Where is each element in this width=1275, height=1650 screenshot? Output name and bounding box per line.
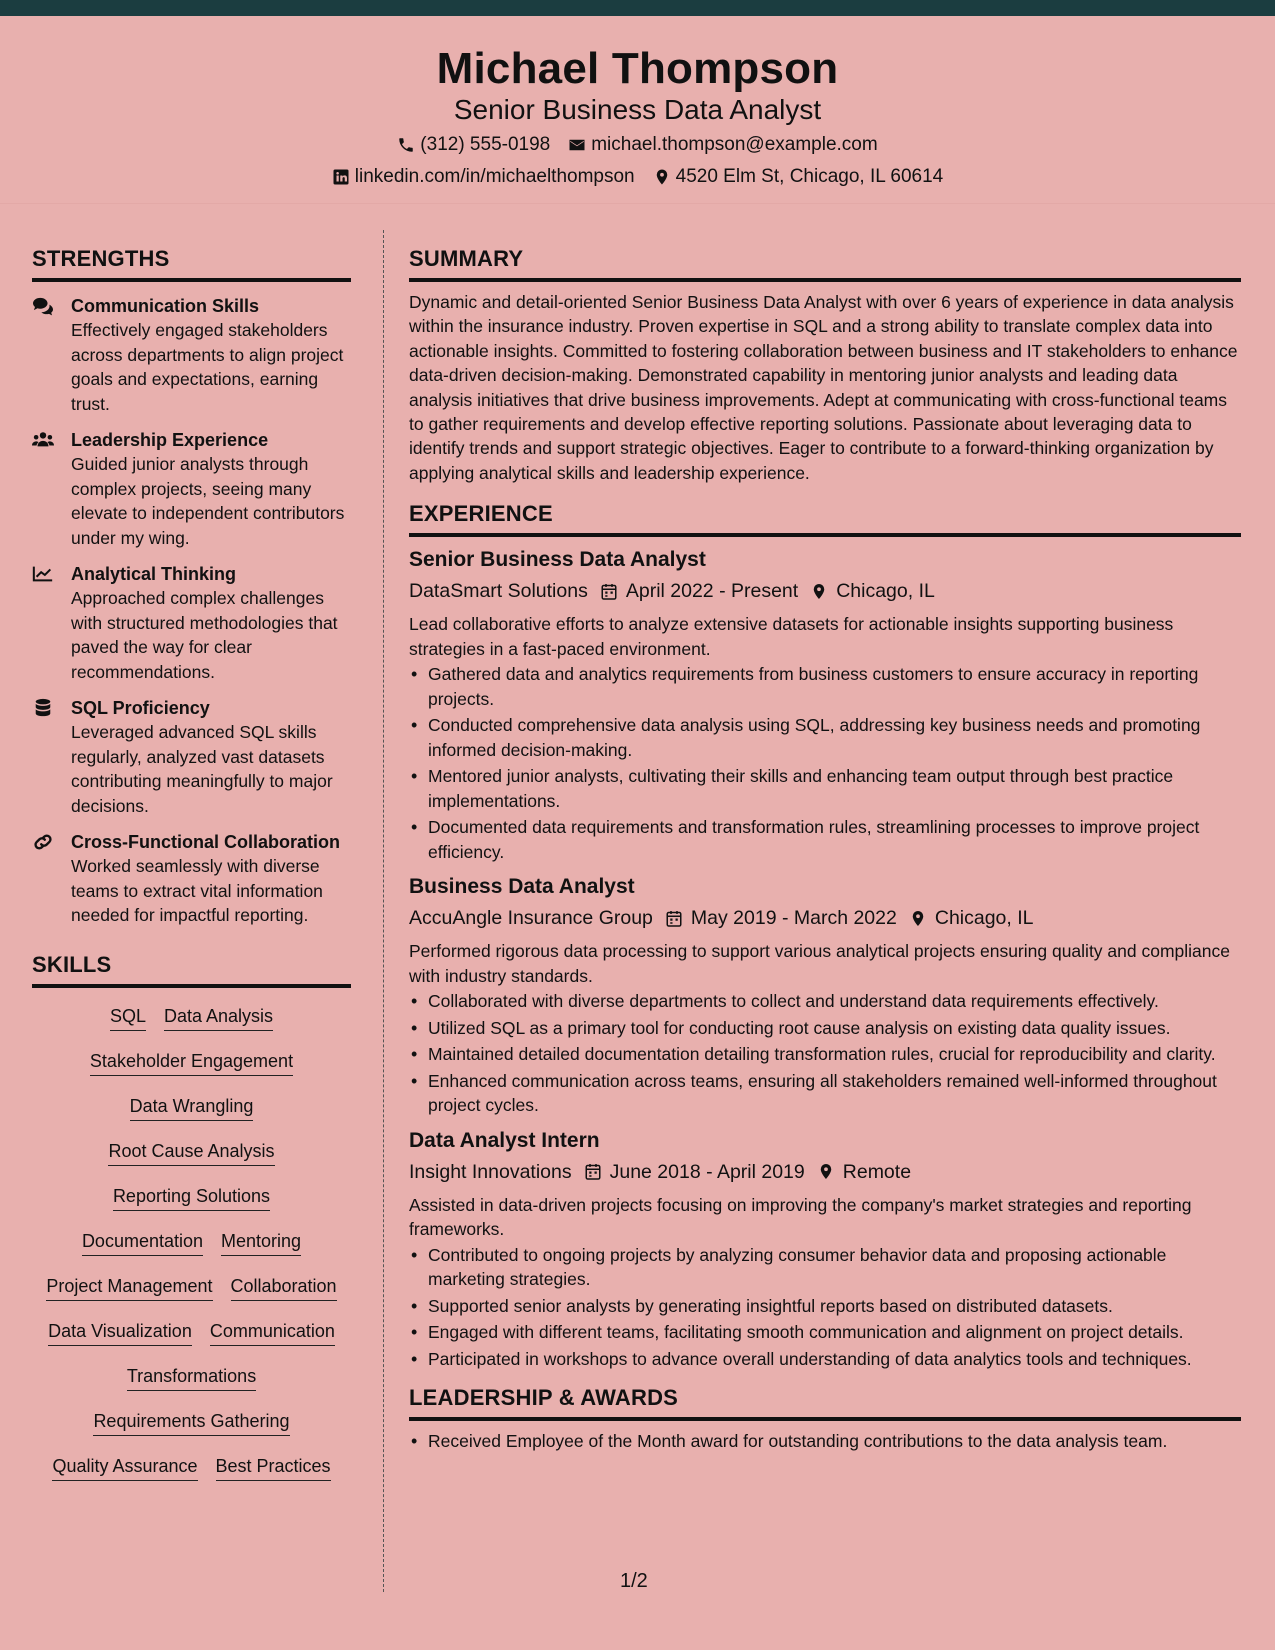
skill-row bbox=[32, 1401, 351, 1446]
job-dates: May 2019 - March 2022 bbox=[690, 907, 897, 930]
job-bullet: • Enhanced communication across teams, ensuring all stakeholders remained well-informed throughout project cycles. bbox=[409, 1069, 1241, 1118]
map-marker-icon bbox=[817, 1162, 835, 1181]
strength-item bbox=[32, 830, 351, 928]
job-company: Insight Innovations bbox=[409, 1160, 572, 1183]
job-meta bbox=[409, 1157, 1241, 1187]
job-bullets bbox=[409, 989, 1241, 1118]
job-location: Chicago, IL bbox=[934, 907, 1034, 930]
address-text: 4520 Elm St, Chicago, IL 60614 bbox=[675, 166, 944, 187]
calendar-icon bbox=[600, 582, 618, 601]
job-bullet: • Documented data requirements and transformation rules, streamlining processes to improve project efficiency. bbox=[409, 815, 1241, 864]
skill-row bbox=[32, 1266, 351, 1311]
skill-tag: SQL bbox=[110, 1006, 146, 1031]
job-location: Chicago, IL bbox=[836, 580, 935, 603]
summary-heading: SUMMARY bbox=[409, 246, 1241, 282]
job-description: Assisted in data-driven projects focusing on improving the company's market strategies and reporting frameworks. bbox=[409, 1194, 1192, 1240]
job-bullet: • Maintained detailed documentation detailing transformation rules, crucial for reproducibility and clarity. bbox=[409, 1042, 1241, 1067]
database-icon bbox=[32, 698, 54, 718]
job-location-group bbox=[810, 576, 935, 606]
job-meta bbox=[409, 903, 1241, 933]
skill-tag: Documentation bbox=[82, 1231, 203, 1256]
skill-tag: Communication bbox=[210, 1321, 335, 1346]
skill-row bbox=[32, 1446, 351, 1491]
envelope-icon bbox=[568, 136, 586, 154]
comments-icon bbox=[32, 296, 54, 316]
summary-text: Dynamic and detail-oriented Senior Business Data Analyst with over 6 years of experience in data analysis within the insurance industry. Proven expertise in SQL and a strong ability to translate complex data into actionable insights. Committed to fostering collaboration between business and IT stakeholders to enhance data-driven decision-making. Demonstrated capability in mentoring junior analysts and leading data analysis initiatives that drive business improvements. Adept at communicating with cross-functional teams to gather requirements and develop effective reporting solutions. Passionate about leveraging data to identify trends and support strategic objectives. Eager to contribute to a forward-thinking organization by applying analytical skills and leadership experience. bbox=[409, 292, 1238, 483]
strength-item bbox=[32, 562, 351, 684]
job-title: Senior Business Data Analyst bbox=[409, 548, 706, 572]
strength-desc: Guided junior analysts through complex projects, seeing many elevate to independent contributors under my wing. bbox=[71, 454, 345, 548]
job-title: Business Data Analyst bbox=[409, 875, 635, 899]
contact-row-2 bbox=[0, 166, 1275, 188]
strengths-list bbox=[32, 294, 351, 928]
skill-tag: Data Wrangling bbox=[130, 1096, 254, 1121]
job-bullet: • Participated in workshops to advance overall understanding of data analytics tools and techniques. bbox=[409, 1347, 1241, 1372]
skill-tag: Data Analysis bbox=[164, 1006, 273, 1031]
job-description: Performed rigorous data processing to support various analytical projects ensuring quality and compliance with industry standards. bbox=[409, 941, 1230, 986]
calendar-icon bbox=[584, 1162, 602, 1181]
candidate-name: Michael Thompson bbox=[436, 44, 839, 93]
calendar-icon bbox=[665, 909, 683, 928]
strength-name: Leadership Experience bbox=[71, 430, 269, 450]
leadership-list bbox=[409, 1429, 1241, 1454]
job-bullet: • Supported senior analysts by generating insightful reports based on distributed datasets. bbox=[409, 1294, 1241, 1319]
job-dates-group bbox=[665, 903, 897, 933]
job-company: AccuAngle Insurance Group bbox=[409, 907, 653, 930]
linkedin-text[interactable]: linkedin.com/in/michaelthompson bbox=[354, 166, 635, 187]
email-text[interactable]: michael.thompson@example.com bbox=[591, 134, 878, 155]
skill-row bbox=[32, 996, 351, 1041]
strength-item bbox=[32, 428, 351, 550]
strength-item bbox=[32, 696, 351, 818]
skill-row bbox=[32, 1131, 351, 1176]
map-marker-icon bbox=[810, 582, 828, 601]
job-location: Remote bbox=[842, 1160, 912, 1183]
strengths-heading: STRENGTHS bbox=[32, 246, 351, 282]
experience-heading: EXPERIENCE bbox=[409, 501, 1241, 537]
top-color-bar bbox=[0, 0, 1275, 16]
job-dates: June 2018 - April 2019 bbox=[609, 1160, 805, 1183]
contact-row-1 bbox=[0, 134, 1275, 156]
skill-row bbox=[32, 1041, 351, 1086]
skill-tag: Mentoring bbox=[221, 1231, 301, 1256]
skill-tag: Collaboration bbox=[231, 1276, 337, 1301]
phone-text: (312) 555-0198 bbox=[420, 134, 551, 155]
skill-tag: Data Visualization bbox=[48, 1321, 192, 1346]
skills-list bbox=[32, 996, 351, 1491]
strength-name: Communication Skills bbox=[71, 296, 260, 316]
page-number: 1/2 bbox=[620, 1570, 648, 1592]
linkedin-icon bbox=[332, 168, 350, 186]
skill-row bbox=[32, 1311, 351, 1356]
job-entry bbox=[409, 545, 1241, 864]
job-bullet: • Conducted comprehensive data analysis using SQL, addressing key business needs and promoting informed decision-making. bbox=[409, 713, 1241, 762]
linkedin-contact[interactable] bbox=[332, 166, 635, 188]
skill-tag: Reporting Solutions bbox=[113, 1186, 270, 1211]
leadership-heading: LEADERSHIP & AWARDS bbox=[409, 1385, 1241, 1421]
map-marker-icon bbox=[909, 909, 927, 928]
job-bullets bbox=[409, 1243, 1241, 1372]
job-location-group bbox=[817, 1157, 911, 1187]
job-bullet: • Gathered data and analytics requirements from business customers to ensure accuracy in reporting projects. bbox=[409, 662, 1241, 711]
strength-desc: Worked seamlessly with diverse teams to extract vital information needed for impactful reporting. bbox=[71, 856, 323, 925]
column-divider bbox=[383, 230, 384, 1592]
job-bullet: • Contributed to ongoing projects by analyzing consumer behavior data and proposing actionable marketing strategies. bbox=[409, 1243, 1241, 1292]
link-icon bbox=[32, 832, 54, 852]
skill-row bbox=[32, 1086, 351, 1131]
right-column bbox=[409, 246, 1241, 1456]
map-marker-icon bbox=[653, 168, 671, 186]
skill-row bbox=[32, 1221, 351, 1266]
address-contact bbox=[653, 166, 944, 188]
job-company: DataSmart Solutions bbox=[409, 580, 588, 603]
candidate-title: Senior Business Data Analyst bbox=[453, 94, 822, 125]
email-contact[interactable] bbox=[568, 134, 877, 156]
skill-tag: Transformations bbox=[127, 1366, 256, 1391]
left-column bbox=[32, 246, 351, 1491]
job-bullet: • Utilized SQL as a primary tool for conducting root cause analysis on existing data quality issues. bbox=[409, 1016, 1241, 1041]
skill-row bbox=[32, 1176, 351, 1221]
strength-desc: Approached complex challenges with structured methodologies that paved the way for clear recommendations. bbox=[71, 588, 338, 682]
job-bullet: • Engaged with different teams, facilitating smooth communication and alignment on project details. bbox=[409, 1320, 1241, 1345]
phone-contact bbox=[397, 134, 550, 156]
users-icon bbox=[32, 430, 54, 450]
skill-tag: Root Cause Analysis bbox=[108, 1141, 274, 1166]
resume-header bbox=[0, 16, 1275, 204]
strength-name: Cross-Functional Collaboration bbox=[71, 832, 341, 852]
job-dates: April 2022 - Present bbox=[625, 580, 799, 603]
job-bullets bbox=[409, 662, 1241, 864]
job-bullet: • Collaborated with diverse departments to collect and understand data requirements effectively. bbox=[409, 989, 1241, 1014]
skill-tag: Project Management bbox=[46, 1276, 212, 1301]
job-dates-group bbox=[600, 576, 798, 606]
job-dates-group bbox=[584, 1157, 805, 1187]
skills-heading: SKILLS bbox=[32, 952, 351, 988]
strength-item bbox=[32, 294, 351, 416]
job-location-group bbox=[909, 903, 1034, 933]
strength-desc: Leveraged advanced SQL skills regularly, analyzed vast datasets contributing meaningfully to major decisions. bbox=[71, 722, 333, 816]
chart-line-icon bbox=[32, 564, 54, 584]
strength-name: SQL Proficiency bbox=[71, 698, 210, 718]
job-description: Lead collaborative efforts to analyze extensive datasets for actionable insights supporting business strategies in a fast-paced environment. bbox=[409, 614, 1174, 659]
job-entry bbox=[409, 1126, 1241, 1372]
job-title: Data Analyst Intern bbox=[409, 1128, 600, 1152]
skill-row bbox=[32, 1356, 351, 1401]
phone-icon bbox=[397, 136, 415, 154]
skill-tag: Best Practices bbox=[216, 1456, 331, 1481]
skill-tag: Stakeholder Engagement bbox=[90, 1051, 293, 1076]
leadership-item: • Received Employee of the Month award for outstanding contributions to the data analysis team. bbox=[409, 1429, 1241, 1454]
job-bullet: • Mentored junior analysts, cultivating their skills and enhancing team output through best practice implementations. bbox=[409, 764, 1241, 813]
job-meta bbox=[409, 576, 1241, 606]
strength-desc: Effectively engaged stakeholders across departments to align project goals and expectations, earning trust. bbox=[71, 320, 344, 414]
strength-name: Analytical Thinking bbox=[71, 564, 237, 584]
skill-tag: Requirements Gathering bbox=[93, 1411, 289, 1436]
job-entry bbox=[409, 872, 1241, 1118]
skill-tag: Quality Assurance bbox=[52, 1456, 197, 1481]
